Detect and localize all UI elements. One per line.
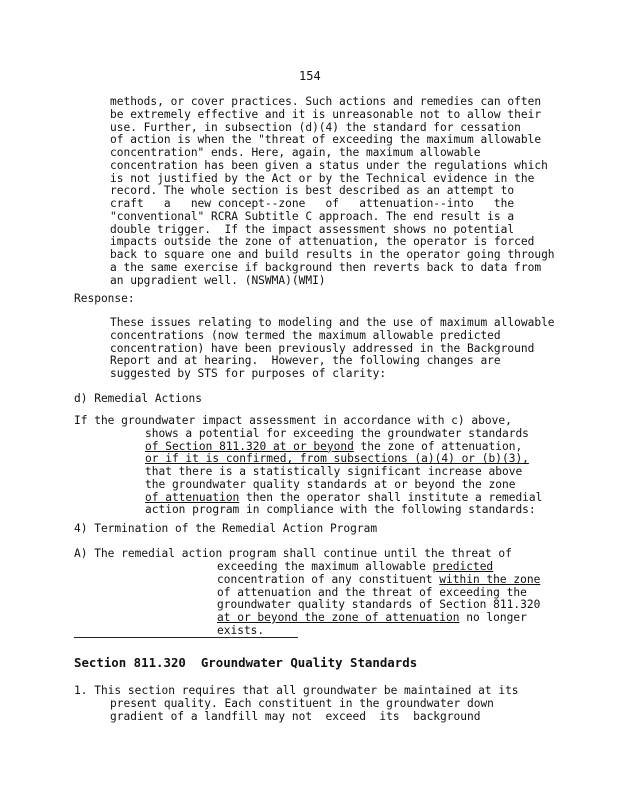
- section-d-text: the zone of attenuation,: [353, 439, 523, 453]
- section-d-line: [145, 427, 529, 440]
- section-a-line: [217, 560, 493, 573]
- response-line: suggested by STS for purposes of clarity:: [110, 367, 387, 380]
- section-d-line: [145, 503, 536, 516]
- section-d-text: of attenuation: [145, 490, 240, 504]
- section-a-line: [217, 573, 540, 586]
- section-a-text: predicted: [432, 560, 494, 573]
- section-d-text: that there is a statistically significant increase above: [145, 465, 523, 478]
- comment-line: methods, or cover practices. Such actions and remedies can often: [110, 95, 542, 108]
- comment-line: an upgradient well. (NSWMA)(WMI): [110, 273, 326, 287]
- comment-line: craft a new concept--zone of attenuation--into the: [110, 197, 515, 210]
- comment-line: double trigger. If the impact assessment shows no potential: [110, 222, 515, 236]
- comment-line: is not justified by the Act or by the Technical evidence in the: [110, 171, 535, 185]
- comment-line: concentration" ends. Here, again, the maximum allowable: [110, 146, 481, 159]
- separator-rule: [74, 637, 298, 638]
- comment-line: use. Further, in subsection (d)(4) the standard for cessation: [110, 120, 521, 134]
- comment-line: record. The whole section is best described as an attempt to: [110, 184, 515, 198]
- section-d-text: or if it is confirmed, from subsections (a)(4) or (b)(3),: [145, 452, 529, 466]
- section-d-line: [145, 440, 522, 453]
- section-d-text: the groundwater quality standards at or beyond the zone: [145, 477, 516, 491]
- section-a-text: of attenuation and the threat of exceeding the: [217, 585, 527, 599]
- page-number: 154: [299, 69, 321, 83]
- response-line: Report and at hearing. However, the following changes are: [110, 354, 501, 368]
- response-line: concentration) have been previously addressed in the Background: [110, 341, 535, 355]
- section-a-text: concentration of any constituent: [217, 572, 440, 586]
- response-line: concentrations (now termed the maximum allowable predicted: [110, 328, 501, 342]
- response-line: These issues relating to modeling and the use of maximum allowable: [110, 316, 555, 329]
- section-a-text: within the zone: [439, 572, 541, 586]
- section-d-heading: d) Remedial Actions: [74, 392, 202, 405]
- section-d-line: [74, 414, 512, 427]
- section-1-line: gradient of a landfill may not exceed its background: [110, 709, 481, 723]
- section-d-line: [145, 452, 529, 465]
- section-d-text: of Section 811.320 at or beyond: [145, 439, 354, 453]
- comment-line: back to square one and build results in the operator going through: [110, 248, 555, 261]
- section-1-line: present quality. Each constituent in the groundwater down: [110, 696, 494, 710]
- section-1-line: 1. This section requires that all groundwater be maintained at its: [74, 684, 519, 697]
- section-a-text: at or beyond the zone of attenuation: [217, 611, 460, 624]
- section-811-320-heading: Section 811.320 Groundwater Quality Standards: [74, 655, 418, 670]
- section-a-line: [217, 586, 527, 599]
- section-d-line: [145, 491, 542, 504]
- section-a-text: no longer: [459, 611, 527, 624]
- section-a-line: [217, 624, 264, 637]
- section-4-heading: 4) Termination of the Remedial Action Program: [74, 522, 378, 535]
- section-d-text: If the groundwater impact assessment in accordance with c) above,: [74, 414, 512, 427]
- response-label: Response:: [74, 292, 135, 305]
- section-d-text: then the operator shall institute a remedial: [239, 490, 543, 504]
- section-a-text: groundwater quality standards of Section 811.320: [217, 598, 541, 612]
- section-d-text: action program in compliance with the following standards:: [145, 503, 536, 517]
- section-a-text: exceeding the maximum allowable: [217, 560, 433, 573]
- comment-line: a the same exercise if background then reverts back to data from: [110, 260, 542, 274]
- comment-line: of action is when the "threat of exceeding the maximum allowable: [110, 133, 542, 147]
- section-d-line: [145, 465, 522, 478]
- comment-line: be extremely effective and it is unreasonable not to allow their: [110, 107, 542, 121]
- comment-line: impacts outside the zone of attenuation, the operator is forced: [110, 235, 535, 249]
- comment-line: "conventional" RCRA Subtitle C approach. The end result is a: [110, 209, 515, 223]
- section-d-line: [145, 478, 515, 491]
- section-a-first-line: A) The remedial action program shall continue until the threat of: [74, 547, 512, 560]
- section-d-text: shows a potential for exceeding the groundwater standards: [145, 426, 529, 440]
- section-a-line: [217, 611, 527, 624]
- section-a-text: exists.: [217, 623, 265, 637]
- comment-line: concentration has been given a status under the regulations which: [110, 158, 548, 172]
- section-a-line: [217, 598, 540, 611]
